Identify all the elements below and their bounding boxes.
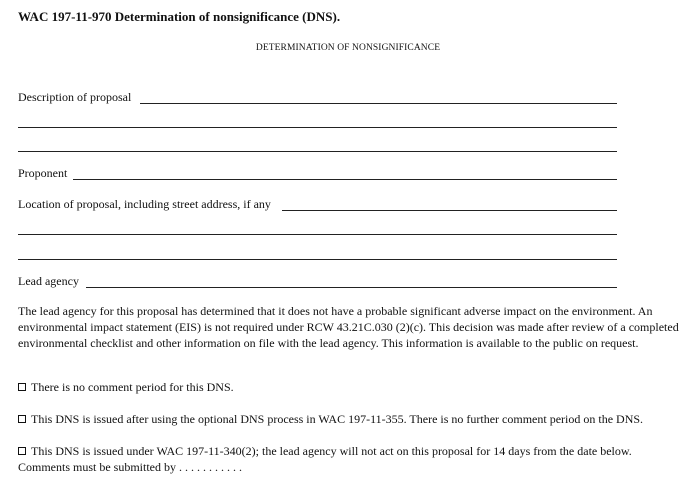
checkbox-icon[interactable] <box>18 447 26 455</box>
comments-deadline: Comments must be submitted by . . . . . . . . . . . <box>18 460 242 474</box>
determination-statement: The lead agency for this proposal has determined that it does not have a probable significant adverse impact on the environment. An environmental impact statement (EIS) is not required under RCW 43.21C.030 (2)(c). This decision was made after review of a completed environmental checklist and other information on file with the lead agency. This information is available to the public on request. <box>18 304 679 350</box>
lead-agency-label: Lead agency <box>18 274 79 288</box>
checkbox-icon[interactable] <box>18 415 26 423</box>
option-optional-dns-process[interactable] <box>18 412 643 427</box>
location-line-3[interactable] <box>18 259 617 260</box>
location-line-1[interactable] <box>282 210 617 211</box>
option-label: This DNS is issued under WAC 197-11-340(2); the lead agency will not act on this proposal for 14 days from the date below. <box>31 444 632 458</box>
option-no-comment-period[interactable] <box>18 380 234 395</box>
checkbox-icon[interactable] <box>18 383 26 391</box>
option-14-day-comment[interactable] <box>18 444 632 459</box>
location-line-2[interactable] <box>18 234 617 235</box>
description-line-2[interactable] <box>18 127 617 128</box>
option-label: This DNS is issued after using the optional DNS process in WAC 197-11-355. There is no further comment period on the DNS. <box>31 412 644 426</box>
location-label: Location of proposal, including street address, if any <box>18 197 271 211</box>
document-title: WAC 197-11-970 Determination of nonsignificance (DNS). <box>18 9 341 24</box>
form-subtitle: DETERMINATION OF NONSIGNIFICANCE <box>255 43 441 53</box>
proponent-line[interactable] <box>73 179 617 180</box>
description-label: Description of proposal <box>18 90 132 104</box>
description-line-1[interactable] <box>140 103 617 104</box>
proponent-label: Proponent <box>18 166 68 180</box>
option-label: There is no comment period for this DNS. <box>31 380 234 394</box>
description-line-3[interactable] <box>18 151 617 152</box>
lead-agency-line[interactable] <box>86 287 617 288</box>
